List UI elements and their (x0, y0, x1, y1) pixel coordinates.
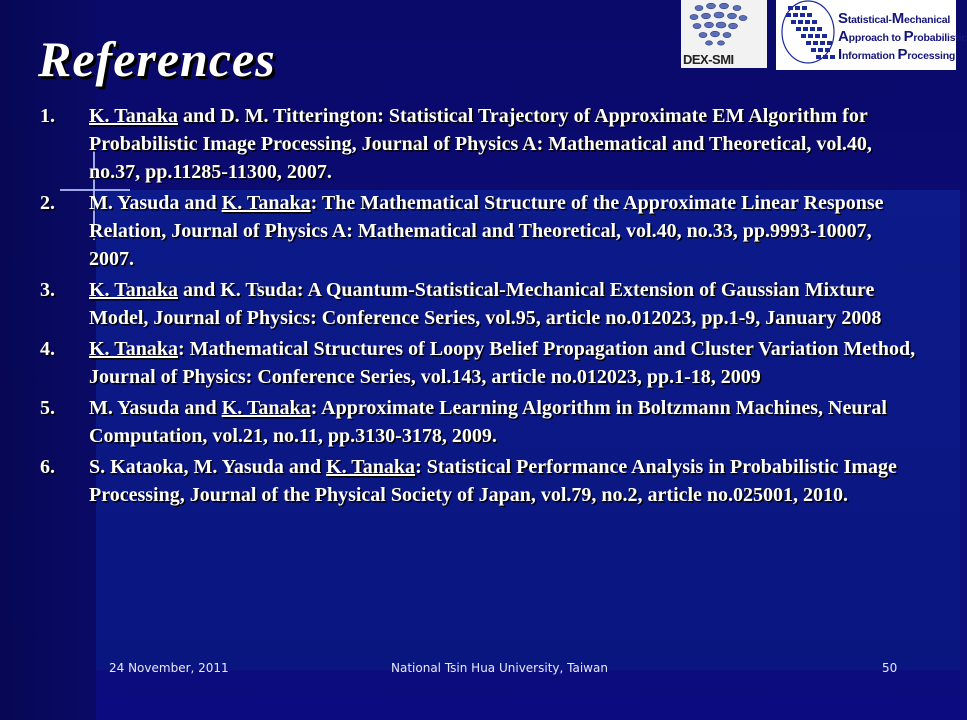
reference-text: S. Kataoka, M. Yasuda and (89, 456, 327, 478)
reference-number: 1. (40, 105, 55, 127)
slide-title: References (38, 31, 276, 87)
footer-institution: National Tsin Hua University, Taiwan (391, 661, 608, 675)
reference-text: : The Mathematical Structure of the Approximate Linear Response Relation, Journal of Physics A: Mathematical and Theoretical, vol.40, no.33, pp.9993-10007, 2007. (89, 192, 884, 270)
reference-text: : Statistical Performance Analysis in Probabilistic Image Processing, Journal of the Physical Society of Japan, vol.79, no.2, article no.025001, 2010. (89, 456, 897, 506)
reference-item (40, 453, 920, 509)
reference-author-highlight: K. Tanaka (221, 192, 311, 214)
reference-item (40, 189, 920, 273)
reference-text: M. Yasuda and (89, 192, 222, 214)
smapip-line-3: Information Processing (838, 46, 956, 63)
reference-item (40, 276, 920, 332)
reference-number: 4. (40, 338, 55, 360)
reference-text: and D. M. Titterington: Statistical Trajectory of Approximate EM Algorithm for Probabilistic Image Processing, Journal of Physics A: Mathematical and Theoretical, vol.40, no.37, pp.11285-11300, 2007. (89, 105, 872, 183)
reference-text: and K. Tsuda: A Quantum-Statistical-Mechanical Extension of Gaussian Mixture Model, Journal of Physics: Conference Series, vol.95, article no.012023, pp.1-9, January 2008 (89, 279, 882, 329)
reference-text: : Mathematical Structures of Loopy Belief Propagation and Cluster Variation Method, Journal of Physics: Conference Series, vol.143, article no.012023, pp.1-18, 2009 (89, 338, 916, 388)
reference-author-highlight: K. Tanaka (89, 279, 178, 301)
reference-item (40, 102, 920, 186)
reference-item (40, 394, 920, 450)
reference-number: 2. (40, 192, 55, 214)
smapip-logo (776, 0, 967, 70)
reference-author-highlight: K. Tanaka (221, 397, 311, 419)
reference-item (40, 335, 920, 391)
reference-number: 5. (40, 397, 55, 419)
dex-smi-logo-text: DEX-SMI (683, 52, 734, 67)
reference-author-highlight: K. Tanaka (89, 105, 178, 127)
footer-date: 24 November, 2011 (109, 661, 229, 675)
reference-number: 3. (40, 279, 55, 301)
reference-author-highlight: K. Tanaka (326, 456, 416, 478)
dex-smi-logo (681, 0, 767, 68)
smapip-line-1: Statistical-Mechanical (838, 10, 951, 27)
smapip-lattice-graphic (778, 0, 838, 70)
reference-text: : Approximate Learning Algorithm in Boltzmann Machines, Neural Computation, vol.21, no.11, pp.3130-3178, 2009. (89, 397, 887, 447)
slide-number: 50 (882, 661, 898, 675)
reference-author-highlight: K. Tanaka (89, 338, 178, 360)
reference-list (40, 102, 920, 512)
reference-text: M. Yasuda and (89, 397, 222, 419)
reference-number: 6. (40, 456, 55, 478)
smapip-line-2: Approach to Probabilistic (838, 28, 967, 45)
